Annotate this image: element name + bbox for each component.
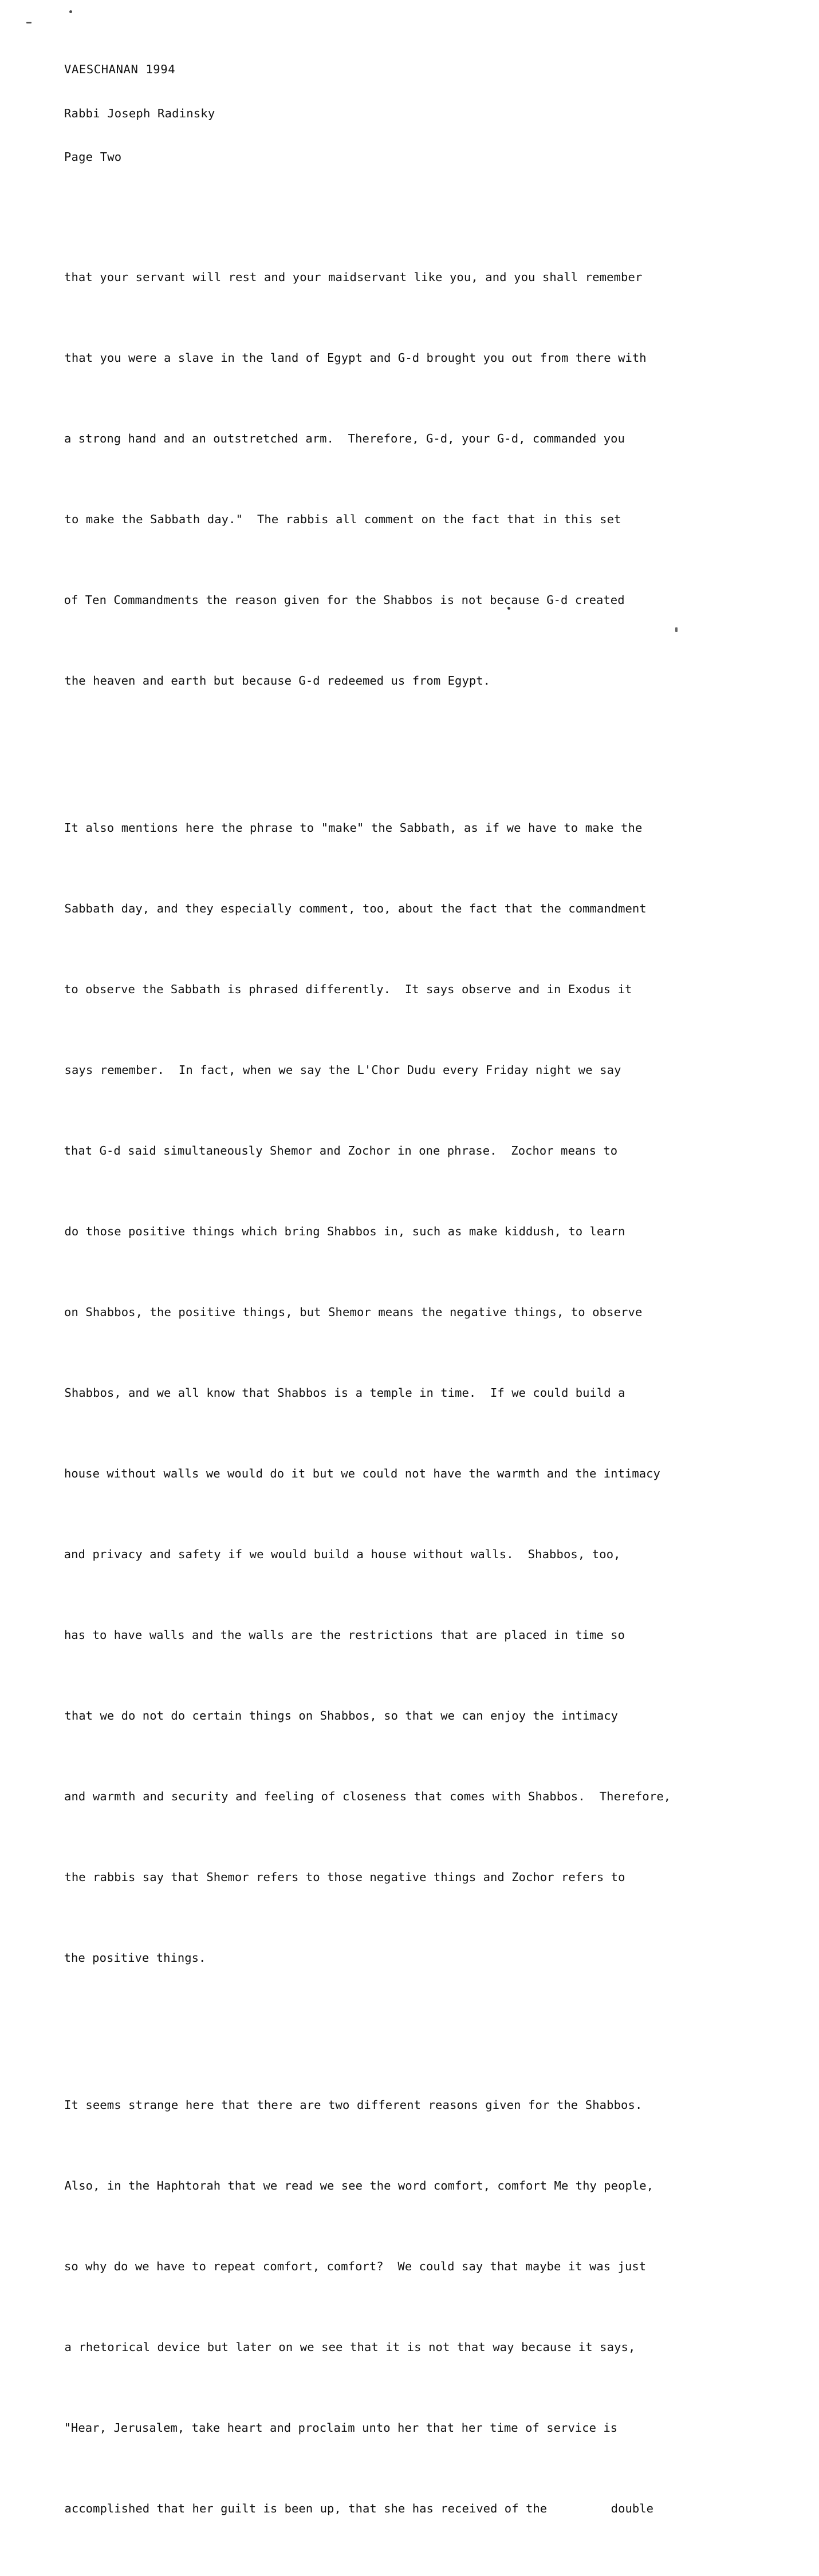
text-line: Shabbos, and we all know that Shabbos is a temple in time. If we could build a bbox=[64, 1385, 625, 1400]
scan-artifact-speck bbox=[69, 10, 72, 13]
header-page-line: Page Two bbox=[64, 150, 122, 164]
text-line: has to have walls and the walls are the restrictions that are placed in time so bbox=[64, 1627, 625, 1642]
text-line: the rabbis say that Shemor refers to those negative things and Zochor refers to bbox=[64, 1870, 625, 1884]
text-line: says remember. In fact, when we say the L'Chor Dudu every Friday night we say bbox=[64, 1062, 621, 1077]
text-line: a strong hand and an outstretched arm. Therefore, G-d, your G-d, commanded you bbox=[64, 431, 625, 445]
header-author-line: Rabbi Joseph Radinsky bbox=[64, 106, 215, 120]
text-line: Also, in the Haphtorah that we read we see the word comfort, comfort Me thy people, bbox=[64, 2178, 654, 2192]
text-line: It also mentions here the phrase to "make" the Sabbath, as if we have to make the bbox=[64, 820, 643, 835]
text-line: the positive things. bbox=[64, 1950, 206, 1965]
header-title-line: VAESCHANAN 1994 bbox=[64, 62, 176, 76]
text-line: that G-d said simultaneously Shemor and Zochor in one phrase. Zochor means to bbox=[64, 1143, 618, 1157]
text-line: and warmth and security and feeling of closeness that comes with Shabbos. Therefore, bbox=[64, 1789, 671, 1803]
text-line: a rhetorical device but later on we see that it is not that way because it says, bbox=[64, 2340, 636, 2354]
text-line: so why do we have to repeat comfort, comfort? We could say that maybe it was just bbox=[64, 2259, 647, 2273]
text-line: of Ten Commandments the reason given for the Shabbos is not because G-d created bbox=[64, 592, 625, 607]
text-line: Sabbath day, and they especially comment, too, about the fact that the commandment bbox=[64, 901, 647, 915]
text-line: on Shabbos, the positive things, but Shemor means the negative things, to observe bbox=[64, 1305, 643, 1319]
document-text bbox=[64, 210, 740, 2576]
text-line: that we do not do certain things on Shabbos, so that we can enjoy the intimacy bbox=[64, 1708, 619, 1722]
paragraph-3 bbox=[64, 2038, 740, 2576]
paragraph-1 bbox=[64, 210, 740, 748]
page-header bbox=[64, 33, 740, 194]
text-line: "Hear, Jerusalem, take heart and proclaim unto her that her time of service is bbox=[64, 2420, 618, 2435]
paragraph-2 bbox=[64, 761, 740, 2025]
text-line: to make the Sabbath day." The rabbis all comment on the fact that in this set bbox=[64, 512, 621, 526]
text-line-final: accomplished that her guilt is been up, that she has received of the double bbox=[64, 2501, 654, 2515]
text-line: to observe the Sabbath is phrased differently. It says observe and in Exodus it bbox=[64, 982, 632, 996]
document-body bbox=[64, 33, 740, 2576]
text-line: It seems strange here that there are two different reasons given for the Shabbos. bbox=[64, 2097, 643, 2112]
text-line: that you were a slave in the land of Egypt and G-d brought you out from there with bbox=[64, 350, 647, 365]
text-line: the heaven and earth but because G-d redeemed us from Egypt. bbox=[64, 673, 491, 688]
text-line: and privacy and safety if we would build a house without walls. Shabbos, too, bbox=[64, 1547, 621, 1561]
text-line: house without walls we would do it but we could not have the warmth and the intimacy bbox=[64, 1466, 660, 1480]
scan-artifact-speck bbox=[26, 22, 32, 23]
text-line: do those positive things which bring Shabbos in, such as make kiddush, to learn bbox=[64, 1224, 625, 1238]
text-line: that your servant will rest and your maidservant like you, and you shall remember bbox=[64, 270, 643, 284]
